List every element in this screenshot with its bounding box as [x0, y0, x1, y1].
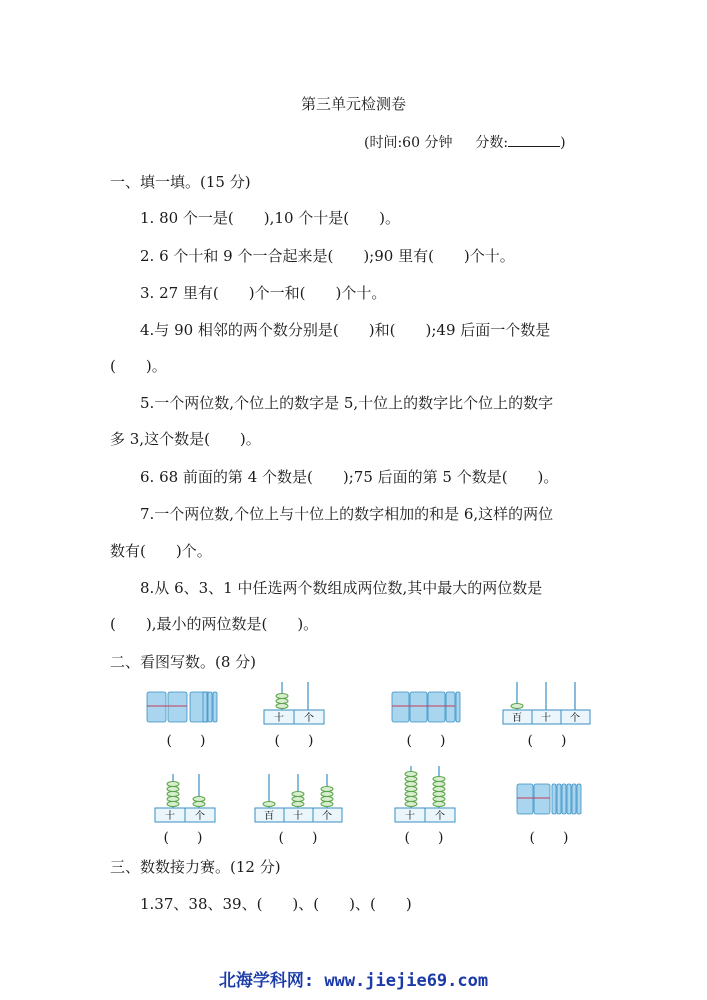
section-3-heading: 三、数数接力赛。(12 分) [110, 858, 281, 876]
stick-bundles-1 [146, 690, 221, 724]
section-2-heading: 二、看图写数。(8 分) [110, 653, 257, 671]
abacus-2-ones-label: 个 [570, 713, 580, 724]
stick-bundles-3 [516, 782, 588, 816]
answer-blank-8[interactable]: ( ) [529, 830, 569, 846]
footer-watermark: 北海学科网: www.jiejie69.com [218, 971, 489, 991]
answer-blank-3[interactable]: ( ) [406, 733, 446, 749]
question-5-line-2: 多 3,这个数是( )。 [110, 430, 261, 448]
question-4-line-2: ( )。 [110, 357, 167, 375]
abacus-2-hundreds-label: 百 [512, 713, 522, 724]
stick-bundles-2 [391, 690, 466, 724]
abacus-5 [393, 764, 457, 824]
relay-question-1: 1.37、38、39、( )、( )、( ) [140, 895, 412, 913]
abacus-4 [254, 772, 344, 824]
score-label: 分数: [475, 135, 509, 151]
question-7-line-1: 7.一个两位数,个位上与十位上的数字相加的和是 6,这样的两位 [140, 505, 554, 523]
abacus-1-tens-label: 十 [274, 713, 284, 724]
abacus-4-ones-label: 个 [322, 811, 332, 822]
abacus-1-ones-label: 个 [304, 713, 314, 724]
answer-blank-1[interactable]: ( ) [166, 733, 206, 749]
abacus-3 [153, 772, 217, 824]
section-1-heading: 一、填一填。(15 分) [110, 173, 251, 191]
score-blank[interactable] [508, 134, 560, 147]
question-4-line-1: 4.与 90 相邻的两个数分别是( )和( );49 后面一个数是 [140, 321, 551, 339]
abacus-3-ones-label: 个 [195, 811, 205, 822]
answer-blank-6[interactable]: ( ) [278, 830, 318, 846]
question-5-line-1: 5.一个两位数,个位上的数字是 5,十位上的数字比个位上的数字 [140, 394, 554, 412]
question-7-line-2: 数有( )个。 [110, 542, 212, 560]
question-8-line-1: 8.从 6、3、1 中任选两个数组成两位数,其中最大的两位数是 [140, 579, 543, 597]
question-1: 1. 80 个一是( ),10 个十是( )。 [140, 209, 400, 227]
answer-blank-5[interactable]: ( ) [163, 830, 203, 846]
question-6: 6. 68 前面的第 4 个数是( );75 后面的第 5 个数是( )。 [140, 468, 559, 486]
abacus-3-tens-label: 十 [165, 811, 175, 822]
abacus-2 [502, 680, 592, 726]
abacus-5-tens-label: 十 [405, 811, 415, 822]
time-limit: (时间:60 分钟 [364, 135, 453, 151]
question-8-line-2: ( ),最小的两位数是( )。 [110, 615, 319, 633]
question-2: 2. 6 个十和 9 个一合起来是( );90 里有( )个十。 [140, 247, 515, 265]
exam-meta [364, 132, 566, 152]
answer-blank-7[interactable]: ( ) [404, 830, 444, 846]
answer-blank-2[interactable]: ( ) [274, 733, 314, 749]
meta-close: ) [560, 135, 566, 151]
answer-blank-4[interactable]: ( ) [527, 733, 567, 749]
page-title: 第三单元检测卷 [300, 95, 406, 113]
abacus-5-ones-label: 个 [435, 811, 445, 822]
abacus-4-tens-label: 十 [293, 811, 303, 822]
abacus-4-hundreds-label: 百 [264, 811, 274, 822]
abacus-2-tens-label: 十 [541, 713, 551, 724]
abacus-1 [262, 680, 326, 726]
question-3: 3. 27 里有( )个一和( )个十。 [140, 284, 387, 302]
